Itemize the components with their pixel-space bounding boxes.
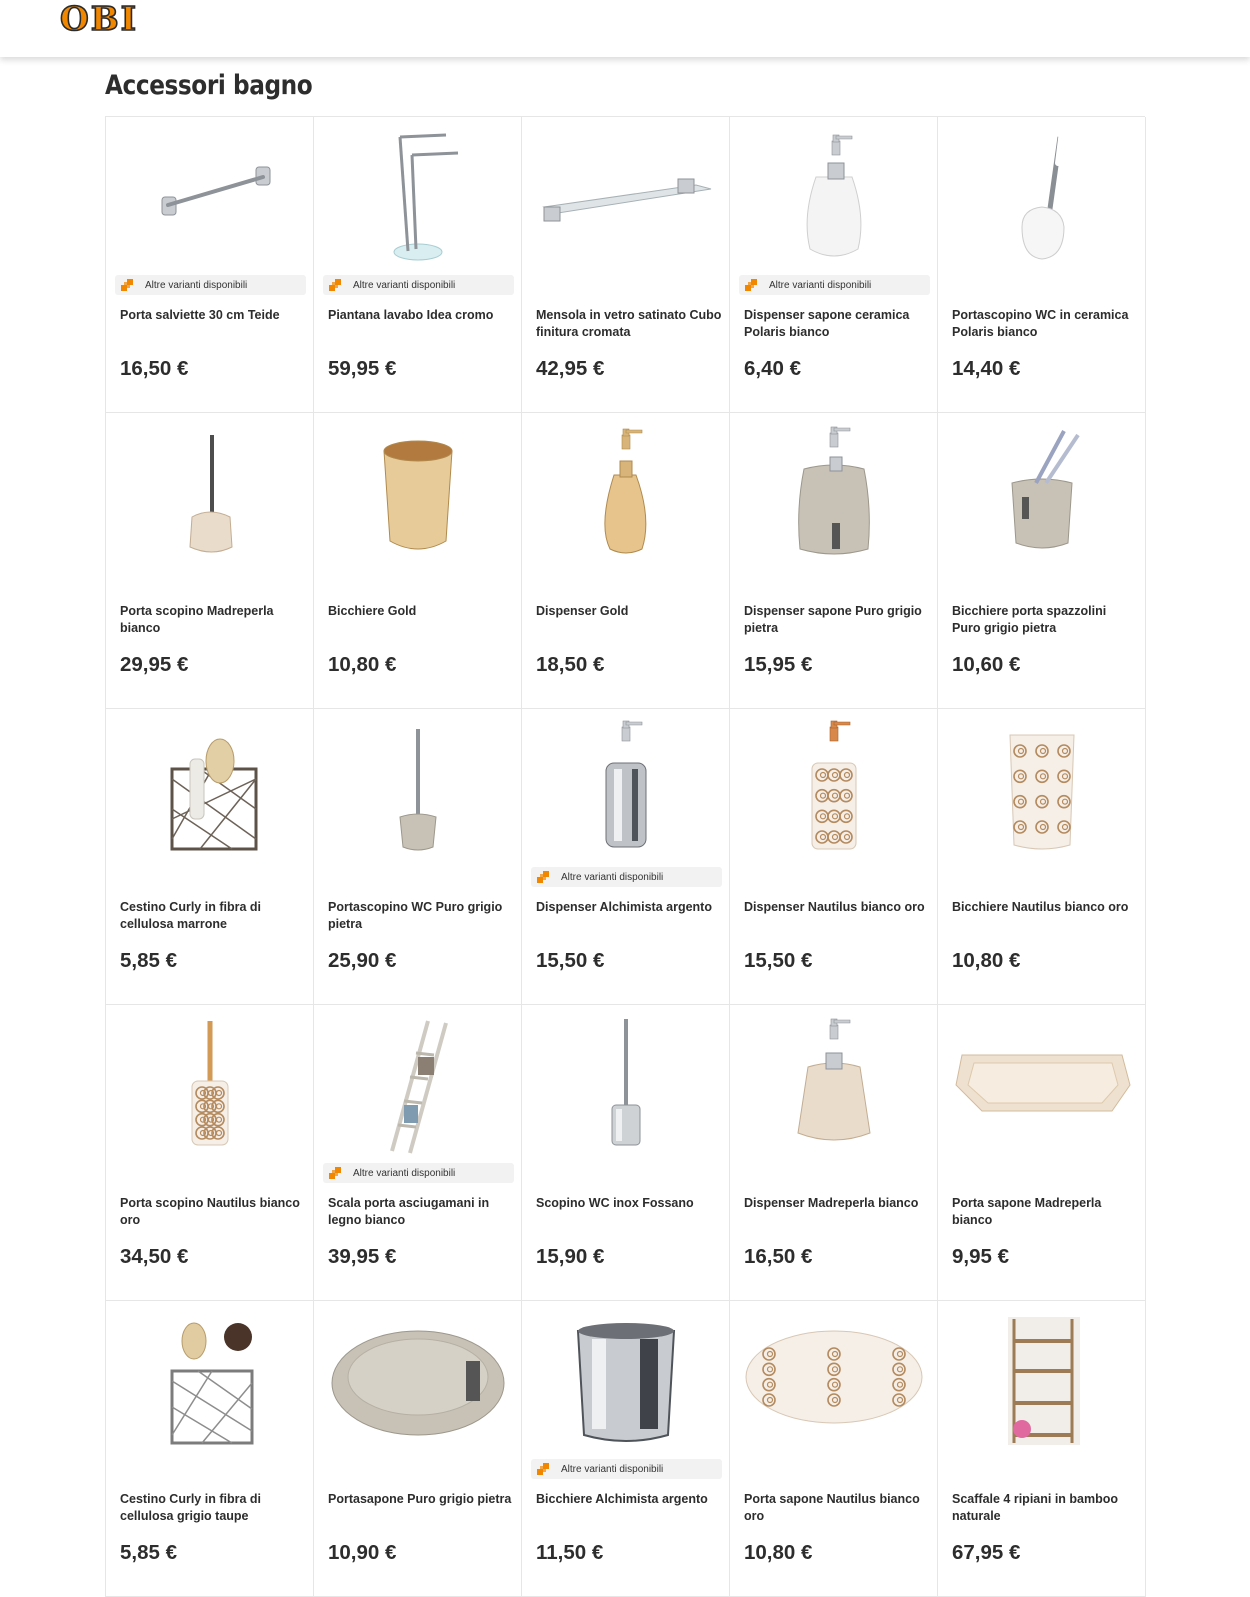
product-name[interactable]: Dispenser Gold [536, 604, 629, 618]
product-price: 11,50 € [536, 1541, 604, 1564]
product-name[interactable]: Scala porta asciugamani in legno bianco [328, 1196, 490, 1227]
product-price: 67,95 € [952, 1541, 1021, 1564]
product-name[interactable]: Dispenser sapone ceramica Polaris bianco [744, 308, 910, 339]
product-price: 15,50 € [536, 949, 605, 972]
variants-badge [115, 275, 306, 295]
product-image[interactable] [120, 1015, 300, 1157]
product-name[interactable]: Cestino Curly in fibra di cellulosa marrone [120, 900, 261, 931]
product-card[interactable] [314, 1301, 522, 1597]
variants-badge [531, 1459, 722, 1479]
product-name[interactable]: Bicchiere Alchimista argento [536, 1492, 708, 1506]
product-price: 16,50 € [744, 1245, 813, 1268]
product-price: 6,40 € [744, 357, 801, 380]
product-image[interactable] [120, 423, 300, 565]
product-price: 5,85 € [120, 949, 177, 972]
variants-icon [537, 1463, 549, 1475]
product-card[interactable] [314, 709, 522, 1005]
product-name[interactable]: Dispenser Madreperla bianco [744, 1196, 919, 1210]
product-card[interactable] [522, 709, 730, 1005]
product-price: 5,85 € [120, 1541, 177, 1564]
product-card[interactable] [314, 413, 522, 709]
product-image[interactable] [328, 1015, 508, 1157]
product-image[interactable] [952, 719, 1132, 861]
product-price: 25,90 € [328, 949, 397, 972]
variants-icon [745, 279, 757, 291]
product-price: 29,95 € [120, 653, 189, 676]
product-price: 34,50 € [120, 1245, 189, 1268]
product-card[interactable] [730, 709, 938, 1005]
product-price: 39,95 € [328, 1245, 397, 1268]
product-name[interactable]: Porta sapone Madreperla bianco [952, 1196, 1102, 1227]
product-price: 10,90 € [328, 1541, 397, 1564]
variants-icon [121, 279, 133, 291]
product-card[interactable] [938, 413, 1146, 709]
product-image[interactable] [744, 719, 924, 861]
product-card[interactable] [106, 117, 314, 413]
variants-label: Altre varianti disponibili [561, 871, 664, 883]
product-price: 10,80 € [328, 653, 397, 676]
variants-icon [329, 1167, 341, 1179]
product-name[interactable]: Cestino Curly in fibra di cellulosa grigio taupe [120, 1492, 261, 1523]
product-card[interactable] [106, 1005, 314, 1301]
product-price: 15,90 € [536, 1245, 605, 1268]
product-price: 14,40 € [952, 357, 1021, 380]
variants-label: Altre varianti disponibili [561, 1463, 664, 1475]
variants-badge [323, 1163, 514, 1183]
product-card[interactable] [730, 1005, 938, 1301]
product-price: 16,50 € [120, 357, 189, 380]
product-image[interactable] [952, 423, 1132, 565]
product-image[interactable] [120, 127, 300, 269]
product-price: 59,95 € [328, 357, 397, 380]
product-card[interactable] [938, 1301, 1146, 1597]
product-name[interactable]: Portascopino WC in ceramica Polaris bianco [952, 308, 1129, 339]
product-name[interactable]: Dispenser Alchimista argento [536, 900, 712, 914]
product-name[interactable]: Porta scopino Nautilus bianco oro [120, 1196, 300, 1227]
product-image[interactable] [744, 127, 924, 269]
product-name[interactable]: Portascopino WC Puro grigio pietra [328, 900, 503, 931]
site-header [0, 0, 1250, 57]
product-card[interactable] [106, 413, 314, 709]
product-card[interactable] [106, 709, 314, 1005]
product-grid [105, 116, 1145, 1597]
product-image[interactable] [744, 1311, 924, 1453]
product-image[interactable] [952, 1311, 1132, 1453]
product-image[interactable] [328, 719, 508, 861]
variants-icon [537, 871, 549, 883]
variants-icon [329, 279, 341, 291]
product-card[interactable] [938, 117, 1146, 413]
product-card[interactable] [522, 413, 730, 709]
product-name[interactable]: Mensola in vetro satinato Cubo finitura cromata [536, 308, 722, 339]
svg-text:OBI: OBI [59, 3, 139, 35]
product-image[interactable] [952, 1015, 1132, 1157]
variants-badge [531, 867, 722, 887]
product-image[interactable] [536, 719, 716, 861]
product-image[interactable] [328, 127, 508, 269]
product-card[interactable] [314, 1005, 522, 1301]
product-image[interactable] [744, 1015, 924, 1157]
product-name[interactable]: Piantana lavabo Idea cromo [328, 308, 494, 322]
product-card[interactable] [522, 1005, 730, 1301]
product-name[interactable]: Scaffale 4 ripiani in bamboo naturale [952, 1492, 1119, 1523]
product-name[interactable]: Bicchiere porta spazzolini Puro grigio pietra [952, 604, 1107, 635]
product-card[interactable] [938, 1005, 1146, 1301]
product-name[interactable]: Scopino WC inox Fossano [536, 1196, 694, 1210]
product-image[interactable] [744, 423, 924, 565]
product-card[interactable] [522, 117, 730, 413]
product-price: 10,80 € [744, 1541, 813, 1564]
product-card[interactable] [730, 117, 938, 413]
product-name[interactable]: Dispenser Nautilus bianco oro [744, 900, 925, 914]
product-name[interactable]: Porta scopino Madreperla bianco [120, 604, 274, 635]
variants-label: Altre varianti disponibili [769, 279, 872, 291]
product-card[interactable] [314, 117, 522, 413]
product-name[interactable]: Portasapone Puro grigio pietra [328, 1492, 512, 1506]
variants-label: Altre varianti disponibili [353, 279, 456, 291]
product-card[interactable] [730, 1301, 938, 1597]
product-image[interactable] [536, 127, 716, 269]
product-card[interactable] [106, 1301, 314, 1597]
product-price: 9,95 € [952, 1245, 1009, 1268]
product-name[interactable]: Porta sapone Nautilus bianco oro [744, 1492, 920, 1523]
obi-logo[interactable] [35, 3, 163, 35]
product-name[interactable]: Dispenser sapone Puro grigio pietra [744, 604, 922, 635]
product-price: 10,60 € [952, 653, 1021, 676]
product-card[interactable] [522, 1301, 730, 1597]
product-name[interactable]: Porta salviette 30 cm Teide [120, 308, 280, 322]
product-image[interactable] [536, 1311, 716, 1453]
variants-badge [739, 275, 930, 295]
product-image[interactable] [952, 127, 1132, 269]
variants-badge [323, 275, 514, 295]
product-card[interactable] [730, 413, 938, 709]
product-name[interactable]: Bicchiere Nautilus bianco oro [952, 900, 1129, 914]
product-image[interactable] [120, 1311, 300, 1453]
product-name[interactable]: Bicchiere Gold [328, 604, 417, 618]
variants-label: Altre varianti disponibili [145, 279, 248, 291]
page-title: Accessori bagno [105, 70, 313, 101]
product-price: 10,80 € [952, 949, 1021, 972]
product-image[interactable] [120, 719, 300, 861]
product-image[interactable] [536, 423, 716, 565]
product-image[interactable] [328, 423, 508, 565]
product-price: 15,50 € [744, 949, 813, 972]
product-card[interactable] [938, 709, 1146, 1005]
product-price: 18,50 € [536, 653, 605, 676]
variants-label: Altre varianti disponibili [353, 1167, 456, 1179]
product-price: 42,95 € [536, 357, 605, 380]
product-price: 15,95 € [744, 653, 813, 676]
product-image[interactable] [536, 1015, 716, 1157]
product-image[interactable] [328, 1311, 508, 1453]
